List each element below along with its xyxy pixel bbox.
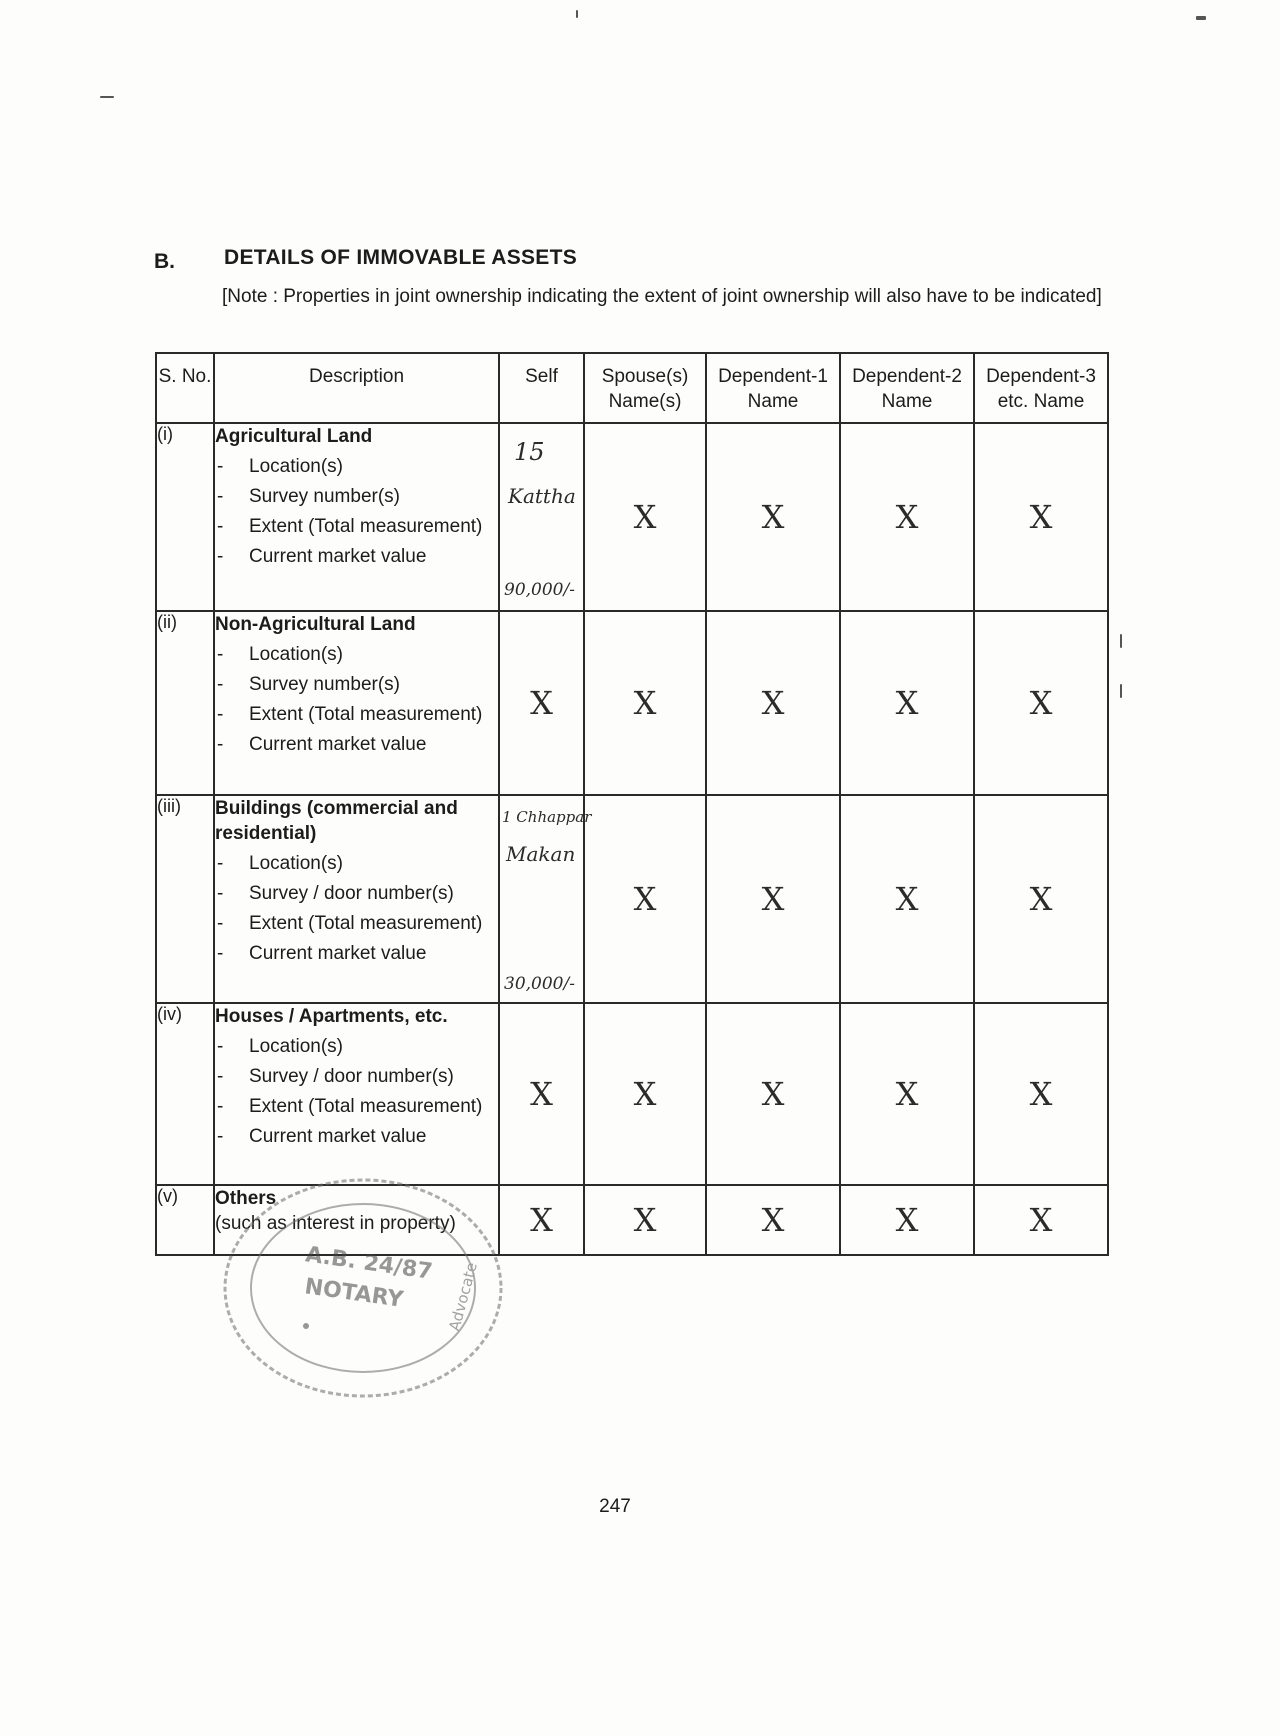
cell-self	[499, 1003, 584, 1185]
list-item: - Current market value	[215, 1124, 498, 1149]
table-row	[156, 1003, 1108, 1185]
list-item: - Survey / door number(s)	[215, 1064, 498, 1089]
cross-mark: X	[761, 1075, 785, 1113]
handwritten-unit: Makan	[506, 842, 576, 866]
cross-mark: X	[633, 1201, 657, 1239]
header-sno: S. No.	[156, 353, 214, 423]
table-row	[156, 611, 1108, 795]
scan-speck	[1196, 16, 1206, 20]
row-title: Non-Agricultural Land	[215, 614, 416, 635]
cross-mark: X	[761, 498, 785, 536]
row-sno: (v)	[156, 1185, 214, 1255]
row-title: Others	[215, 1188, 277, 1209]
cell-spouse	[584, 423, 706, 611]
scan-speck	[1120, 634, 1122, 648]
cross-mark: X	[761, 684, 785, 722]
handwritten-unit: Kattha	[508, 484, 576, 508]
scan-speck	[576, 10, 578, 18]
cross-mark: X	[633, 1075, 657, 1113]
header-self: Self	[499, 353, 584, 423]
list-item: - Survey number(s)	[215, 484, 498, 509]
list-item: - Current market value	[215, 941, 498, 966]
cell-dependent-2	[840, 611, 974, 795]
cell-self	[499, 611, 584, 795]
list-item: - Current market value	[215, 732, 498, 757]
row-sno: (iv)	[156, 1003, 214, 1185]
list-item: - Survey / door number(s)	[215, 881, 498, 906]
list-item: - Extent (Total measurement)	[215, 702, 498, 727]
row-title: Agricultural Land	[215, 426, 373, 447]
cross-mark: X	[1029, 498, 1053, 536]
cross-mark: X	[1029, 684, 1053, 722]
cell-dependent-1	[706, 423, 840, 611]
list-item: - Location(s)	[215, 851, 498, 876]
cell-spouse	[584, 1185, 706, 1255]
cell-self	[499, 1185, 584, 1255]
row-subtitle: (such as interest in property)	[215, 1213, 456, 1234]
section-letter: B.	[154, 250, 175, 273]
cell-dependent-1	[706, 1003, 840, 1185]
list-item: - Extent (Total measurement)	[215, 911, 498, 936]
cell-dependent-3	[974, 795, 1108, 1003]
cross-mark: X	[1029, 1201, 1053, 1239]
cross-mark: X	[895, 684, 919, 722]
cell-dependent-2	[840, 1185, 974, 1255]
seal-side-text: Advocate	[445, 1260, 481, 1333]
header-dependent-2: Dependent-2 Name	[840, 353, 974, 423]
row-sno: (ii)	[156, 611, 214, 795]
cell-self	[499, 795, 592, 1003]
list-item: - Extent (Total measurement)	[215, 1094, 498, 1119]
cell-dependent-1	[706, 1185, 840, 1255]
row-description	[214, 423, 499, 611]
cross-mark: X	[530, 1201, 553, 1239]
table-row	[156, 795, 1108, 1003]
row-sno: (iii)	[156, 795, 214, 1003]
cross-mark: X	[1029, 880, 1053, 918]
cell-spouse	[584, 611, 706, 795]
handwritten-value: 90,000/-	[504, 580, 575, 600]
cross-mark: X	[530, 1075, 553, 1113]
cross-mark: X	[530, 684, 553, 722]
seal-registration: A.B. 24/87	[303, 1242, 434, 1285]
cross-mark: X	[895, 880, 919, 918]
row-description	[214, 611, 499, 795]
row-title: Houses / Apartments, etc.	[215, 1006, 448, 1027]
section-title: DETAILS OF IMMOVABLE ASSETS	[224, 246, 578, 269]
cross-mark: X	[895, 1075, 919, 1113]
list-item: - Extent (Total measurement)	[215, 514, 498, 539]
cross-mark: X	[633, 498, 657, 536]
cell-dependent-1	[706, 611, 840, 795]
cross-mark: X	[633, 684, 657, 722]
cell-dependent-2	[840, 423, 974, 611]
cell-dependent-3	[974, 423, 1108, 611]
immovable-assets-table	[155, 352, 1109, 1256]
seal-title: NOTARY	[303, 1274, 405, 1313]
cell-dependent-2	[840, 1003, 974, 1185]
cross-mark: X	[895, 1201, 919, 1239]
cell-dependent-3	[974, 1003, 1108, 1185]
cell-dependent-1	[706, 795, 840, 1003]
cell-spouse	[584, 795, 706, 1003]
row-sno: (i)	[156, 423, 214, 611]
list-item: - Current market value	[215, 544, 498, 569]
cell-dependent-2	[840, 795, 974, 1003]
handwritten-value: 30,000/-	[504, 974, 575, 994]
header-dependent-3: Dependent-3 etc. Name	[974, 353, 1108, 423]
cross-mark: X	[761, 1201, 785, 1239]
row-description	[214, 795, 499, 1003]
list-item: - Location(s)	[215, 454, 498, 479]
handwritten-quantity: 15	[514, 438, 545, 466]
cell-spouse	[584, 1003, 706, 1185]
row-description	[214, 1003, 499, 1185]
cell-self	[499, 423, 584, 611]
handwritten-quantity: 1 Chhappar	[502, 808, 592, 826]
header-description: Description	[214, 353, 499, 423]
cross-mark: X	[633, 880, 657, 918]
list-item: - Location(s)	[215, 642, 498, 667]
section-note: [Note : Properties in joint ownership indicating the extent of joint ownership will also have to be indicated]	[222, 286, 1102, 307]
cell-dependent-3	[974, 1185, 1108, 1255]
cross-mark: X	[1029, 1075, 1053, 1113]
notary-seal-stamp	[218, 1178, 508, 1408]
cross-mark: X	[895, 498, 919, 536]
header-dependent-1: Dependent-1 Name	[706, 353, 840, 423]
header-spouse: Spouse(s) Name(s)	[584, 353, 706, 423]
list-item: - Location(s)	[215, 1034, 498, 1059]
list-item: - Survey number(s)	[215, 672, 498, 697]
page-number: 247	[599, 1496, 631, 1517]
row-title: Buildings (commercial and residential)	[215, 798, 458, 844]
table-header-row	[156, 353, 1108, 423]
scan-speck	[1120, 684, 1122, 698]
cross-mark: X	[761, 880, 785, 918]
table-row	[156, 423, 1108, 611]
cell-dependent-3	[974, 611, 1108, 795]
scan-speck	[100, 96, 114, 98]
